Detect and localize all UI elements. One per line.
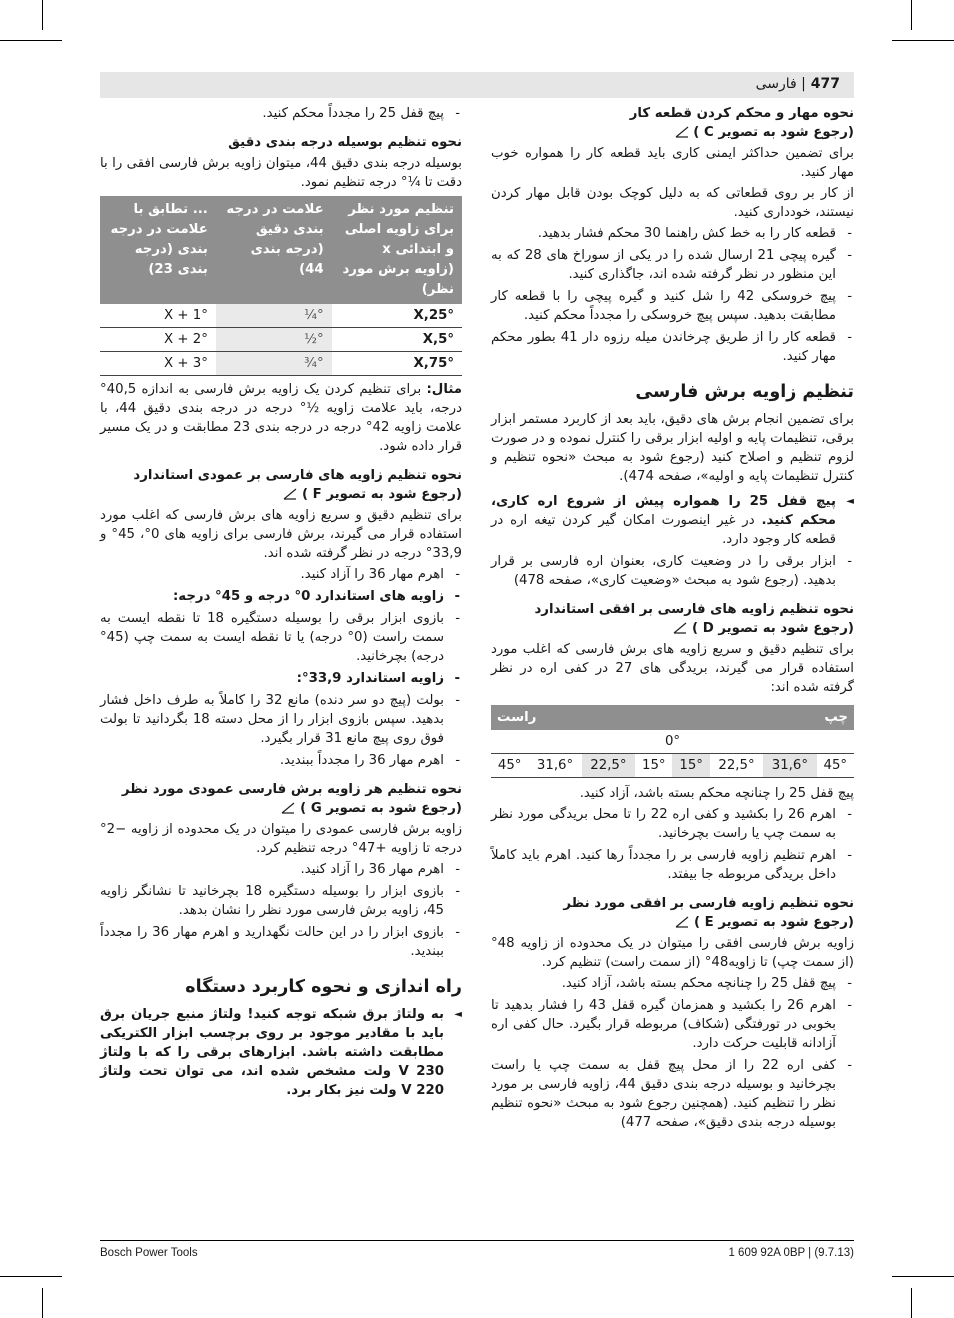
paragraph: برای تنظیم دقیق و سریع زاویه های برش فارسی که اغلب مورد استفاده قرار می گیرند، بریدگی های 27 در کفی اره در نظر گرفته شده اند: [491,642,854,695]
list-item: - اهرم 26 را بکشید و همزمان گیره قفل 43 را فشار بدهید تا بخوبی در تورفتگی (شکاف) مربوطه قرار بگیرد. حال کفی اره آزادانه قابلیت حرکت دارد. [491,996,854,1053]
warning-item: ◄ پیچ قفل 25 را همواره پیش از شروع اره کاری، محکم کنید. در غیر اینصورت امکان گیر کردن تیغه اره در قطعه کار وجود دارد. [491,492,854,549]
crop-mark [892,1276,954,1277]
angle-cell: 22,5° [582,754,635,778]
list-item: - بازوی ابزار را در این حالت نگهدارید و اهرم مهار 36 را مجدداً ببندید. [100,923,462,961]
page-header-label: 477 | فارسی [755,76,840,92]
section-title-startup: راه اندازی و نحوه کاربرد دستگاه [185,977,462,997]
list-item: - اهرم تنظیم زاویه فارسی بر را مجدداً رها کنید. اهرم باید کاملاً داخل بریدگی مربوطه جا بیفتد. [491,846,854,884]
list-item: - قطعه کار را از طریق چرخاندن میله رزوه دار 41 بطور محکم مهار کنید. [491,328,854,366]
table-row: X,25° ¼° X + 1° [100,304,462,328]
list-item: - گیره پیچی 21 ارسال شده را در یکی از سوراخ های 28 که به این منظور در نظر گرفته شده اند، جاگذاری کنید. [491,246,854,284]
table-header-right: راست [491,705,672,730]
vernier-table [100,196,462,376]
list-item: - زاویه استاندارد 33,9°: [100,669,462,688]
list-item: - اهرم 26 را بکشید و کفی اره 22 را تا محل بریدگی مورد نظر به سمت چپ یا راست بچرخانید. [491,805,854,843]
footer-brand: Bosch Power Tools [100,1247,198,1259]
table-header: تنظیم مورد نظر برای زاویه اصلی و ابتدائی x (زاویه برش مورد نظر) [332,196,462,304]
angle-cell: 45° [817,754,854,778]
paragraph: پیچ قفل 25 را چنانچه محکم بسته باشد، آزاد کنید. [579,786,854,801]
figure-ref-icon [283,488,297,500]
list-item: - بازوی ابزار را بوسیله دستگیره 18 بچرخانید تا نشانگر زاویه 45، زاویه برش فارسی مورد نظر را نشان بدهد. [100,882,462,920]
page-number: 477 [810,76,840,92]
crop-mark [42,1288,43,1318]
crop-mark [42,0,43,30]
angle-cell: 22,5° [710,754,763,778]
list-item: - زاویه های استاندارد 0° درجه و 45° درجه: [100,587,462,606]
angle-cell: 15° [672,754,709,778]
crop-mark [911,0,912,30]
list-item: - بولت (پیچ دو سر دنده) مانع 32 را کاملاً به طرف داخل فشار بدهید. سپس بازوی ابزار را از محل دسته 18 بگردانید تا بولت فوق روی پیچ مانع 31 قرار بگیرد. [100,691,462,748]
clamp-list [491,224,854,366]
warning-item: ◄ به ولتاژ برق شبکه توجه کنید! ولتاژ منبع جریان برق باید با مقادیر موجود بر روی برچسب ابزار الکتریکی مطابقت داشته باشد. ابزارهای برقی را که با ولتاژ 230 V ولت مشخص شده اند، می توان تحت ولتاژ 220 V ولت نیز بکار برد. [100,1005,462,1100]
figure-ref-icon [673,622,687,634]
paragraph: برای تضمین حداکثر ایمنی کاری باید قطعه کار را همواره خوب مهار کنید. [491,146,854,180]
section-title-standard-vertical: نحوه تنظیم زاویه های فارسی بر عمودی استاندارد (رجوع شود به تصویر F ) [133,468,462,502]
page-footer [100,1240,854,1259]
crop-mark [911,1288,912,1318]
crop-mark [0,1276,62,1277]
section-title-any-horizontal: نحوه تنظیم زاویه فارسی بر افقی مورد نظر (رجوع شود به تصویر E ) [563,896,854,930]
figure-ref-icon [675,126,689,138]
paragraph: برای تضمین انجام برش های دقیق، باید بعد از کاربرد مستمر ابزار برقی، تنظیمات پایه و اولیه ابزار برقی را کنترل نموده و در صورت لزوم تنظیم و اصلاح کنید (رجوع شود به مبحث «نحوه تنظیم و کنترل تنظیمات پایه و اولیه»، صفحه 474). [491,412,854,484]
crop-mark [892,40,954,41]
table-header: علامت در درجه بندی دقیق (درجه بندی 44) [216,196,332,304]
right-column [491,104,854,1135]
figure-ref-icon [675,916,689,928]
crop-mark [0,40,62,41]
paragraph: زاویه برش فارسی عمودی را میتوان در یک محدوده از زاویه −2° درجه تا زاویه +47° درجه تنظیم کرد. [100,822,462,856]
table-header-left: چپ [672,705,854,730]
list-item: - ابزار برقی را در وضعیت کاری، بعنوان اره فارسی بر قرار بدهید. (رجوع شود به مبحث «وضعیت کاری»، صفحه 478) [491,552,854,590]
miter-angle-table [491,705,854,778]
angle-cell: 15° [635,754,672,778]
page-header [100,72,854,98]
paragraph: از کار بر روی قطعاتی که به دلیل کوچک بودن قابل مهار کردن نیستند، خودداری کنید. [491,186,854,220]
left-column [100,104,462,1103]
table-row: X,5° ½° X + 2° [100,328,462,352]
footer-code: 1 609 92A 0BP | (9.7.13) [728,1247,854,1259]
angle-cell: 31,6° [528,754,581,778]
list-item: - اهرم مهار 36 را آزاد کنید. [100,860,462,879]
list-item: - اهرم مهار 36 را آزاد کنید. [100,565,462,584]
example-paragraph: مثال: برای تنظیم کردن یک زاویه برش فارسی به اندازه 40,5° درجه، باید علامت زاویه ½° درجه در درجه بندی دقیق 44، با علامت زاویه 42° درجه در درجه بندی 23 مطابقت و در یک مسیر قرار داده شود. [100,382,462,454]
section-title-any-vertical: نحوه تنظیم هر زاویه برش فارسی عمودی مورد نظر (رجوع شود به تصویر G ) [121,782,462,816]
section-title-miter: تنظیم زاویه برش فارسی [635,382,854,402]
language-label: فارسی [755,76,797,92]
angle-cell: 31,6° [763,754,816,778]
table-row: X,75° ¾° X + 3° [100,352,462,376]
zero-angle: 0° [491,730,854,754]
figure-ref-icon [281,802,295,814]
table-header: ... تطابق با علامت در درجه بندی (درجه بندی 23) [100,196,216,304]
section-title-clamping: نحوه مهار و محکم کردن قطعه کار (رجوع شود به تصویر C ) [629,106,854,140]
list-item: - قطعه کار را به خط کش راهنما 30 محکم فشار بدهید. [491,224,854,243]
paragraph: بوسیله درجه بندی دقیق 44، میتوان زاویه برش فارسی افقی را با دقت تا ¼° درجه تنظیم نمود. [100,156,462,190]
section-title-vernier: نحوه تنظیم بوسیله درجه بندی دقیق [228,135,462,150]
list-item: - بازوی ابزار برقی را بوسیله دستگیره 18 تا نقطه ایست به سمت راست (0° درجه) یا تا نقطه ایست به سمت چپ (45° درجه) بچرخانید. [100,609,462,666]
list-item: - پیچ خروسکی 42 را شل کنید و گیره پیچی را با قطعه کار مطابقت بدهید. سپس پیچ خروسکی را مجدداً محکم کنید. [491,287,854,325]
paragraph: برای تنظیم دقیق و سریع زاویه های برش فارسی که اغلب مورد استفاده قرار می گیرند، برش فارسی برای زاویه های 0°، 45° و 33,9° درجه در نظر گرفته شده اند. [100,508,462,561]
list-item: - پیچ قفل 25 را چنانچه محکم بسته باشد، آزاد کنید. [491,974,854,993]
paragraph: زاویه برش فارسی افقی را میتوان در یک محدوده از زاویه 48° (از سمت چپ) تا زاویه48° (از سمت راست) تنظیم کرد. [491,936,854,970]
section-title-standard-horizontal: نحوه تنظیم زاویه های فارسی بر افقی استاندارد (رجوع شود به تصویر D ) [534,602,854,636]
list-item: - پیچ قفل 25 را مجدداً محکم کنید. [100,104,462,123]
list-item: - کفی اره 22 را از محل پیچ قفل به سمت چپ یا راست بچرخانید و بوسیله درجه بندی دقیق 44، زاویه فارسی بر مورد نظر را تنظیم کنید. (همچنین رجوع شود به مبحث «نحوه تنظیم بوسیله درجه بندی دقیق»، صفحه 477) [491,1056,854,1132]
list-item: - اهرم مهار 36 را مجدداً ببندید. [100,751,462,770]
angle-cell: 45° [491,754,528,778]
